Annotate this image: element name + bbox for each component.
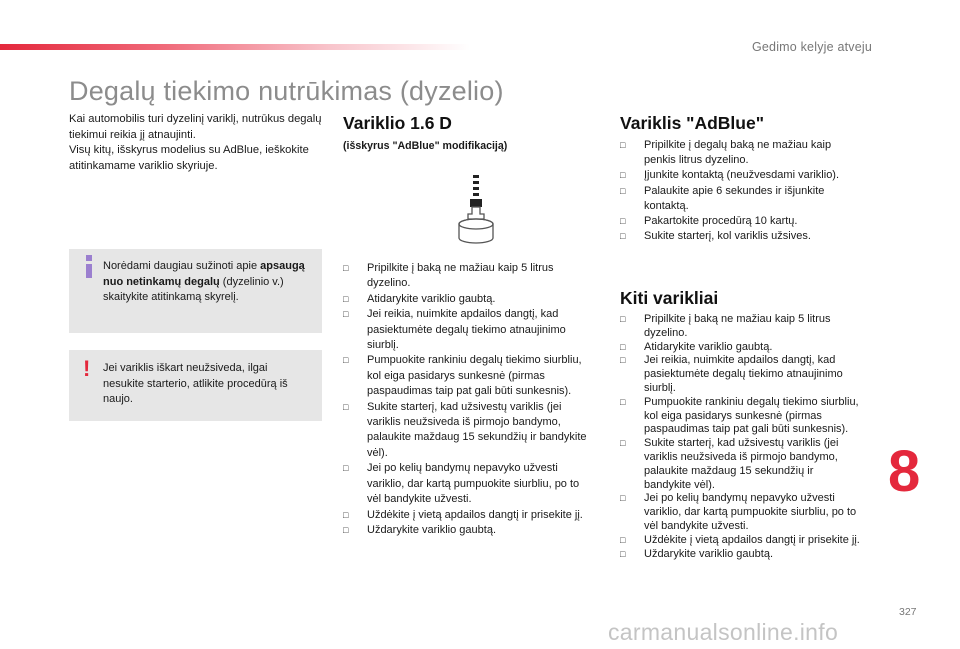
info-box-text [103,259,311,306]
warning-box-text: Jei variklis iškart neužsiveda, ilgai nesukite starterio, atlikite procedūrą iš naujo. [103,362,288,405]
section-16d-step: □ Jei reikia, nuimkite apdailos dangtį, kad pasiektumėte degalų tiekimo atnaujinimo siurblį. [343,307,591,353]
steps-list-other [620,313,860,561]
section-16d-step: □ Sukite starterį, kad užsivestų variklis (jei variklis neužsiveda iš pirmojo bandymo, palaukite maždaug 15 sekundžių ir bandykite vėl). [343,400,591,462]
intro-paragraph-1: Kai automobilis turi dyzelinį variklį, nutrūkus degalų tiekimui reikia jį atnaujinti. [69,113,322,141]
page-number: 327 [899,606,917,618]
section-16d-step: □ Atidarykite variklio gaubtą. [343,292,591,307]
section-other-step: □ Atidarykite variklio gaubtą. [620,341,860,355]
section-adblue-step: □ Įjunkite kontaktą (neužvesdami variklio). [620,168,860,183]
steps-list-16d [343,261,591,538]
running-header: Gedimo kelyje atveju [751,40,872,54]
section-adblue-step: □ Palaukite apie 6 sekundes ir išjunkite kontaktą. [620,184,860,214]
section-title-adblue: Variklis "AdBlue" [620,113,765,133]
section-16d-step: □ Pumpuokite rankiniu degalų tiekimo siurbliu, kol eiga pasidarys sunkesnė (pirmas paspaudimas taip pat gali būti sunkesnis). [343,353,591,399]
info-text-start: Norėdami daugiau sužinoti apie [103,260,261,272]
section-adblue-step: □ Sukite starterį, kol variklis užsives. [620,229,860,244]
chapter-number: 8 [888,439,921,504]
section-title-other: Kiti varikliai [620,288,719,308]
section-adblue-step: □ Pripilkite į degalų baką ne mažiau kaip penkis litrus dyzelino. [620,138,860,168]
section-16d-step: □ Pripilkite į baką ne mažiau kaip 5 litrus dyzelino. [343,261,591,292]
section-subtitle-16d: (išskyrus "AdBlue" modifikaciją) [343,140,508,152]
info-text-bold: apsaugą nuo netinkamų degalų [103,260,305,288]
steps-list-adblue [620,138,860,244]
section-other-step: □ Uždarykite variklio gaubtą. [620,548,860,562]
info-icon [83,255,95,281]
section-other-step: □ Sukite starterį, kad užsivestų variklis (jei variklis neužsiveda iš pirmojo bandymo, palaukite maždaug 15 sekundžių ir bandykite vėl). [620,437,860,492]
section-other-step: □ Jei po kelių bandymų nepavyko užvesti variklio, dar kartą pumpuokite siurbliu, po to vėl bandykite užvesti. [620,492,860,533]
section-16d-step: □ Uždarykite variklio gaubtą. [343,523,591,538]
section-other-step: □ Pripilkite į baką ne mažiau kaip 5 litrus dyzelino. [620,313,860,341]
section-other-step: □ Jei reikia, nuimkite apdailos dangtį, kad pasiektumėte degalų tiekimo atnaujinimo siurblį. [620,354,860,395]
intro-paragraph-2: Visų kitų, išskyrus modelius su AdBlue, ieškokite atitinkamame variklio skyriuje. [69,144,309,172]
warning-icon: ! [83,356,91,381]
info-box [69,249,322,333]
section-16d-step: □ Jei po kelių bandymų nepavyko užvesti variklio, dar kartą pumpuokite siurbliu, po to vėl bandykite užvesti. [343,461,591,507]
watermark: carmanualsonline.info [608,619,839,645]
info-text-end: (dyzelinio v.) skaitykite atitinkamą skyrelį. [103,275,284,303]
section-other-step: □ Pumpuokite rankiniu degalų tiekimo siurbliu, kol eiga pasidarys sunkesnė (pirmas paspaudimas taip pat gali būti sunkesnis). [620,396,860,437]
section-title-16d: Variklio 1.6 D [343,113,452,133]
page-title: Degalų tiekimo nutrūkimas (dyzelio) [69,76,504,106]
header-accent-bar [0,44,470,50]
intro-text [69,112,324,174]
section-adblue-step: □ Pakartokite procedūrą 10 kartų. [620,214,860,229]
section-16d-step: □ Uždėkite į vietą apdailos dangtį ir prisekite jį. [343,508,591,523]
warning-box [69,350,322,421]
hand-pump-icon [452,172,500,248]
section-other-step: □ Uždėkite į vietą apdailos dangtį ir prisekite jį. [620,534,860,548]
